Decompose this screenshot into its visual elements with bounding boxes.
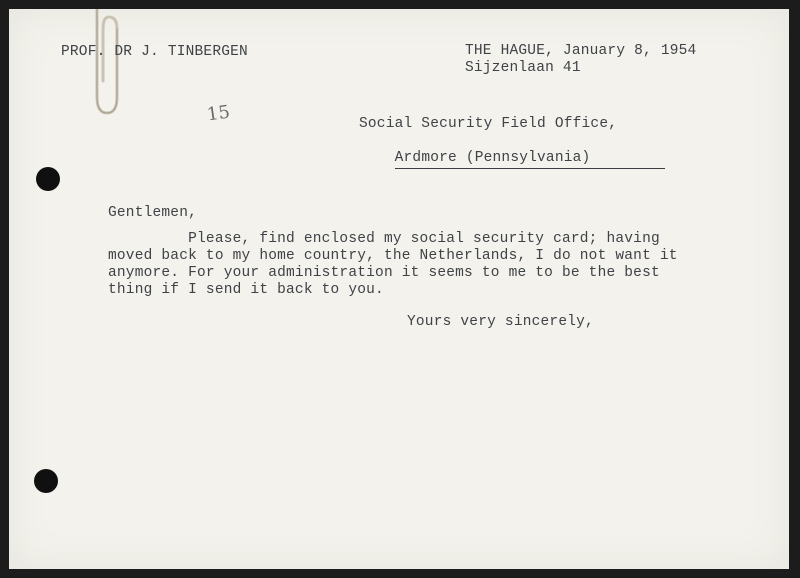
letter-page — [9, 9, 789, 569]
recipient-line-2: Ardmore (Pennsylvania) — [395, 150, 665, 169]
body-line: Please, find enclosed my social security card; having — [108, 231, 660, 247]
recipient-line-2-wrap — [359, 133, 665, 186]
recipient-line-1: Social Security Field Office, — [359, 116, 618, 132]
body-line: thing if I send it back to you. — [108, 282, 384, 298]
paper-clip-icon — [85, 9, 125, 121]
body-line: moved back to my home country, the Netherlands, I do not want it — [108, 248, 678, 264]
street-address: Sijzenlaan 41 — [465, 60, 581, 76]
body-line: anymore. For your administration it seems to me to be the best — [108, 265, 660, 281]
punch-hole — [36, 167, 60, 191]
sender-name: PROF. DR J. TINBERGEN — [61, 44, 248, 60]
pencil-annotation: 15 — [205, 101, 232, 126]
place-date: THE HAGUE, January 8, 1954 — [465, 43, 697, 59]
salutation: Gentlemen, — [108, 205, 198, 221]
punch-hole — [34, 469, 58, 493]
closing: Yours very sincerely, — [407, 314, 594, 330]
